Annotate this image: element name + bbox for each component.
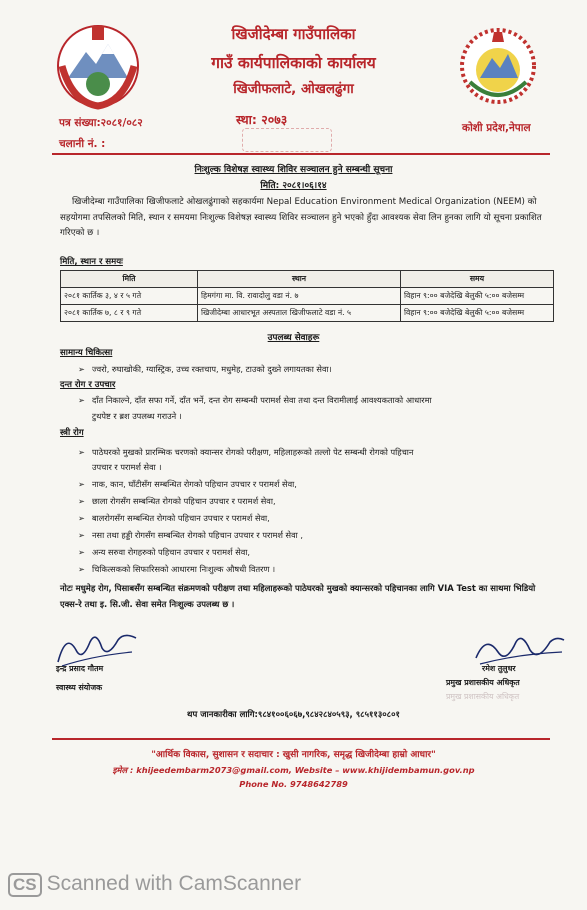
list-item: ➢ पाठेघरको मुखको प्रारम्भिक चरणको क्यान्सर रोगको परीक्षण, महिलाहरूको तल्लो पेट सम्बन्धी रोगको पहिचान bbox=[78, 445, 548, 460]
notice-title: निःशुल्क विशेषज्ञ स्वास्थ्य शिविर सञ्चालन हुने सम्बन्धी सूचना bbox=[194, 165, 393, 175]
arrow-bullet-icon: ➢ bbox=[78, 364, 85, 374]
services-heading: उपलब्ध सेवाहरू bbox=[267, 333, 320, 343]
camscanner-watermark: CS Scanned with CamScanner bbox=[8, 872, 301, 897]
signatory-left-title: स्वास्थ्य संयोजक bbox=[56, 683, 103, 692]
signatory-left-name: इन्द्र प्रसाद गौतम bbox=[56, 664, 104, 673]
dispatch-number: चलानी नं. : bbox=[59, 138, 106, 150]
footer-phone: Phone No. 9748642789 bbox=[239, 779, 348, 789]
signatory-right-name: रमेश तुलुधर bbox=[482, 664, 516, 673]
header-divider bbox=[52, 153, 550, 155]
arrow-bullet-icon: ➢ bbox=[78, 395, 85, 405]
footer-slogan: "आर्थिक विकास, सुशासन र सदाचार : खुसी नागरिक, समृद्ध खिजीदेम्बा हाम्रो आधार" bbox=[151, 750, 436, 760]
note-text: नोटः मधुमेह रोग, पिसाबसँग सम्बन्धित संक्रमणको परीक्षण तथा महिलाहरूको पाठेघरको मुखको क्यान्सरको पहिचानका लागि VIA Test का साथमा भिडियो एक्स-रे तथा इ. सि.जी. सेवा समेत निःशुल्क उपलब्ध छ । bbox=[60, 583, 536, 609]
established-year: स्था: २०७३ bbox=[236, 112, 288, 127]
column-header: स्थान bbox=[198, 271, 401, 288]
gynecology-heading: स्त्री रोग bbox=[60, 428, 84, 438]
list-item: ➢ अन्य सरुवा रोगहरुको पहिचान उपचार र परामर्श सेवा, bbox=[78, 545, 548, 560]
table-cell: खिजीदेम्बा आधारभूत अस्पताल खिजीफलाटे वडा नं. ५ bbox=[198, 305, 401, 322]
schedule-table bbox=[60, 270, 554, 322]
list-item: ➢ बालरोगसँग सम्बन्धित रोगको पहिचान उपचार र परामर्श सेवा, bbox=[78, 511, 548, 526]
notice-date: मिति: २०८१।०६।१४ bbox=[260, 181, 327, 191]
list-item: ➢ चिकित्सकको सिफारिसको आधारमा निःशुल्क औषधी वितरण । bbox=[78, 562, 548, 577]
office-name: गाउँ कार्यपालिकाको कार्यालय bbox=[211, 54, 376, 72]
list-item: ➢ छाला रोगसँग सम्बन्धित रोगको पहिचान उपचार र परामर्श सेवा, bbox=[78, 494, 548, 509]
table-row bbox=[61, 305, 554, 322]
list-item: ➢ नसा तथा हड्डी रोगसँग सम्बन्धित रोगको पहिचान उपचार र परामर्श सेवा , bbox=[78, 528, 548, 543]
dental-heading: दन्त रोग र उपचार bbox=[60, 380, 116, 390]
camscanner-logo-icon: CS bbox=[8, 873, 42, 897]
table-cell: विहान ९:०० बजेदेखि बेलुकी ५:०० बजेसम्म bbox=[401, 305, 554, 322]
arrow-bullet-icon: ➢ bbox=[78, 547, 85, 557]
signatory-right-title: प्रमुख प्रशासकीय अधिकृत bbox=[446, 678, 520, 687]
contact-numbers: थप जानकारीका लागि:९८४१००६०६७,९८४२८४०५९३, ९८५११३०८०१ bbox=[187, 710, 400, 720]
arrow-bullet-icon: ➢ bbox=[78, 496, 85, 506]
list-item-continuation: उपचार र परामर्श सेवा । bbox=[92, 462, 162, 472]
list-item: ➢ ज्वरो, रुघाखोकी, ग्यास्ट्रिक, उच्च रक्तचाप, मधुमेह, टाउको दुख्ने लगायतका सेवा। bbox=[78, 362, 548, 377]
notice-intro: खिजीदेम्बा गाउँपालिका खिजीफलाटे ओखलढुंगाको सहकार्यमा Nepal Education Environment Medical Organization (NEEM) को सहयोगमा तपसिलको मिति, स्थान र समयमा निःशुल्क विशेषज्ञ स्वास्थ्य शिविर सञ्चालन हुने भएको हुँदा आवश्यक सेवा लिन हुनका लागि यो सूचना प्रकाशित गरिएको छ । bbox=[60, 197, 542, 238]
arrow-bullet-icon: ➢ bbox=[78, 479, 85, 489]
list-item: ➢ दाँत निकाल्ने, दाँत सफा गर्ने, दाँत भर्ने, दन्त रोग सम्बन्धी परामर्श सेवा तथा दन्त विरामीलाई आवश्यकताको आधारमा bbox=[78, 393, 548, 408]
table-header-row bbox=[61, 271, 554, 288]
province-label: कोशी प्रदेश,नेपाल bbox=[462, 122, 531, 134]
table-row bbox=[61, 288, 554, 305]
table-cell: २०८१ कार्तिक ३, ४ र ५ गते bbox=[61, 288, 198, 305]
faint-stamp-text: प्रमुख प्रशासकीय अधिकृत bbox=[446, 692, 520, 701]
general-medicine-heading: सामान्य चिकित्सा bbox=[60, 348, 113, 358]
list-item: ➢ नाक, कान, घाँटीसँग सम्बन्धित रोगको पहिचान उपचार र परामर्श सेवा, bbox=[78, 477, 548, 492]
column-header: मिति bbox=[61, 271, 198, 288]
office-address: खिजीफलाटे, ओखलढुंगा bbox=[233, 81, 354, 97]
column-header: समय bbox=[401, 271, 554, 288]
table-cell: २०८१ कार्तिक ७, ८ र ९ गते bbox=[61, 305, 198, 322]
arrow-bullet-icon: ➢ bbox=[78, 513, 85, 523]
table-cell: हिमगंगा मा. वि. रावादोलु वडा नं. ७ bbox=[198, 288, 401, 305]
list-item-continuation: टुथपेष्ट र ब्रश उपलब्ध गराउने । bbox=[92, 411, 182, 421]
arrow-bullet-icon: ➢ bbox=[78, 447, 85, 457]
table-cell: विहान ९:०० बजेदेखि बेलुकी ५:०० बजेसम्म bbox=[401, 288, 554, 305]
schedule-heading: मिति, स्थान र समयः bbox=[60, 257, 123, 267]
arrow-bullet-icon: ➢ bbox=[78, 530, 85, 540]
municipality-name: खिजीदेम्बा गाउँपालिका bbox=[231, 25, 356, 43]
arrow-bullet-icon: ➢ bbox=[78, 564, 85, 574]
footer-email-website: इमेल : khijeedembarm2073@gmail.com, Website – www.khijidembamun.gov.np bbox=[112, 765, 475, 775]
footer-divider bbox=[52, 738, 550, 740]
letter-number: पत्र संख्या:२०८१/०८२ bbox=[59, 117, 143, 129]
faint-stamp bbox=[242, 128, 332, 152]
